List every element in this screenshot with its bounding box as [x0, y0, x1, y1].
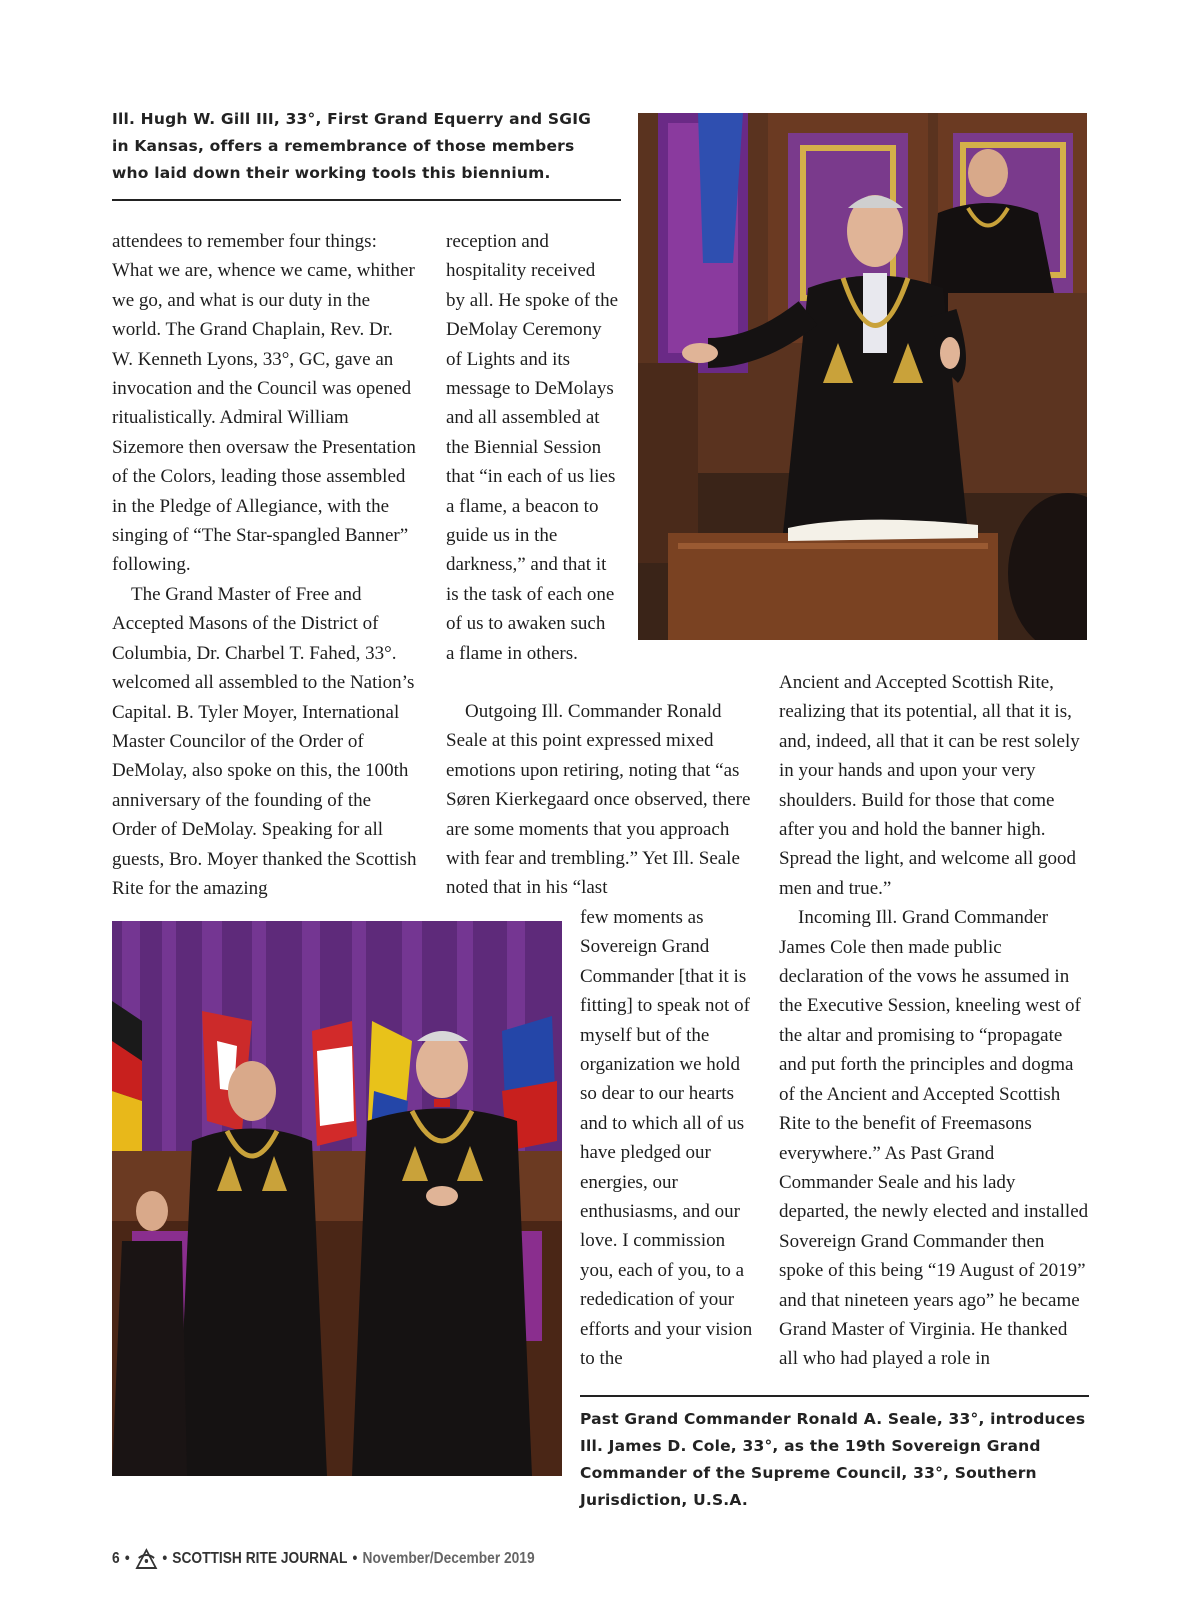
column3-paragraph-1: Ancient and Accepted Scottish Rite, realizing that its potential, all that it is, and, indeed, all that it can be rest solely in your hands and upon your very shoulders. Build for those that come after you and hold the banner high. Spread the light, and welcome all good men and true.”: [779, 672, 1080, 899]
photo-two-commanders: [112, 921, 562, 1476]
issue-date: November/December 2019: [362, 1550, 535, 1567]
photo-speaker-at-lectern: [638, 113, 1087, 640]
page-footer: [112, 1548, 535, 1570]
bottom-caption-rule: [580, 1395, 1089, 1397]
column3-paragraph-2: Incoming Ill. Grand Commander James Cole then made public declaration of the vows he assumed in the Executive Session, kneeling west of the altar and promising to “propagate and put forth the principles and dogma of the Ancient and Accepted Scottish Rite to the benefit of Freemasons everywhere.” As Past Grand Commander Seale and his lady departed, the newly elected and installed Sovereign Grand Commander then spoke of this being “19 August of 2019” and that nineteen years ago” he became Grand Master of Virginia. He thanked all who had played a role in: [779, 907, 1089, 1370]
page-number: 6: [112, 1550, 120, 1567]
journal-title: SCOTTISH RITE JOURNAL: [172, 1550, 348, 1567]
article-column-2b: [580, 903, 758, 1374]
column2-paragraph-2: Outgoing Ill. Commander Ronald Seale at this point expressed mixed emotions upon retiring, noting that “as Søren Kierkegaard once observed, there are some moments that you approach with fear and trembling.” Yet Ill. Seale noted that in his “last: [446, 701, 751, 899]
double-eagle-emblem-icon: [135, 1548, 157, 1570]
article-column-2: [446, 227, 618, 668]
top-caption-rule: [112, 199, 621, 201]
article-column-3: [779, 668, 1089, 1374]
footer-bullet: •: [124, 1550, 130, 1567]
column1-paragraph-2: The Grand Master of Free and Accepted Masons of the District of Columbia, Dr. Charbel T. Fahed, 33°. welcomed all assembled to the Nation’s Capital. B. Tyler Moyer, International Master Councilor of the Order of DeMolay, also spoke on this, the 100th anniversary of the founding of the Order of DeMolay. Speaking for all guests, Bro. Moyer thanked the Scottish Rite for the amazing: [112, 583, 417, 899]
article-column-2-lower: [446, 697, 751, 903]
footer-bullet-2: •: [162, 1550, 168, 1567]
column2b-paragraph-1: few moments as Sovereign Grand Commander [that it is fitting] to speak not of myself but of the organization we hold so dear to our hearts and to which all of us have pledged our energies, our enthusiasms, and our love. I commission you, each of you, to a rededication of your efforts and your vision to the: [580, 907, 753, 1370]
footer-bullet-3: •: [352, 1550, 358, 1567]
column1-paragraph-1: attendees to remember four things: What we are, whence we came, whither we go, and what is our duty in the world. The Grand Chaplain, Rev. Dr. W. Kenneth Lyons, 33°, GC, gave an invocation and the Council was opened ritualistically. Admiral William Sizemore then oversaw the Presentation of the Colors, leading those assembled in the Pledge of Allegiance, with the singing of “The Star-spangled Banner” following.: [112, 231, 416, 576]
column2-paragraph-1: reception and hospitality received by all. He spoke of the DeMolay Ceremony of Lights and its message to DeMolays and all assembled at the Biennial Session that “in each of us lies a flame, a beacon to guide us in the darkness,” and that it is the task of each one of us to awaken such a flame in others.: [446, 231, 619, 664]
top-photo-caption: Ill. Hugh W. Gill III, 33°, First Grand Equerry and SGIG in Kansas, offers a remembrance of those members who laid down their working tools this biennium.: [112, 110, 592, 182]
bottom-photo-caption: Past Grand Commander Ronald A. Seale, 33°, introduces Ill. James D. Cole, 33°, as the 19th Sovereign Grand Commander of the Supreme Council, 33°, Southern Jurisdiction, U.S.A.: [580, 1410, 1086, 1509]
article-column-1: [112, 227, 417, 903]
